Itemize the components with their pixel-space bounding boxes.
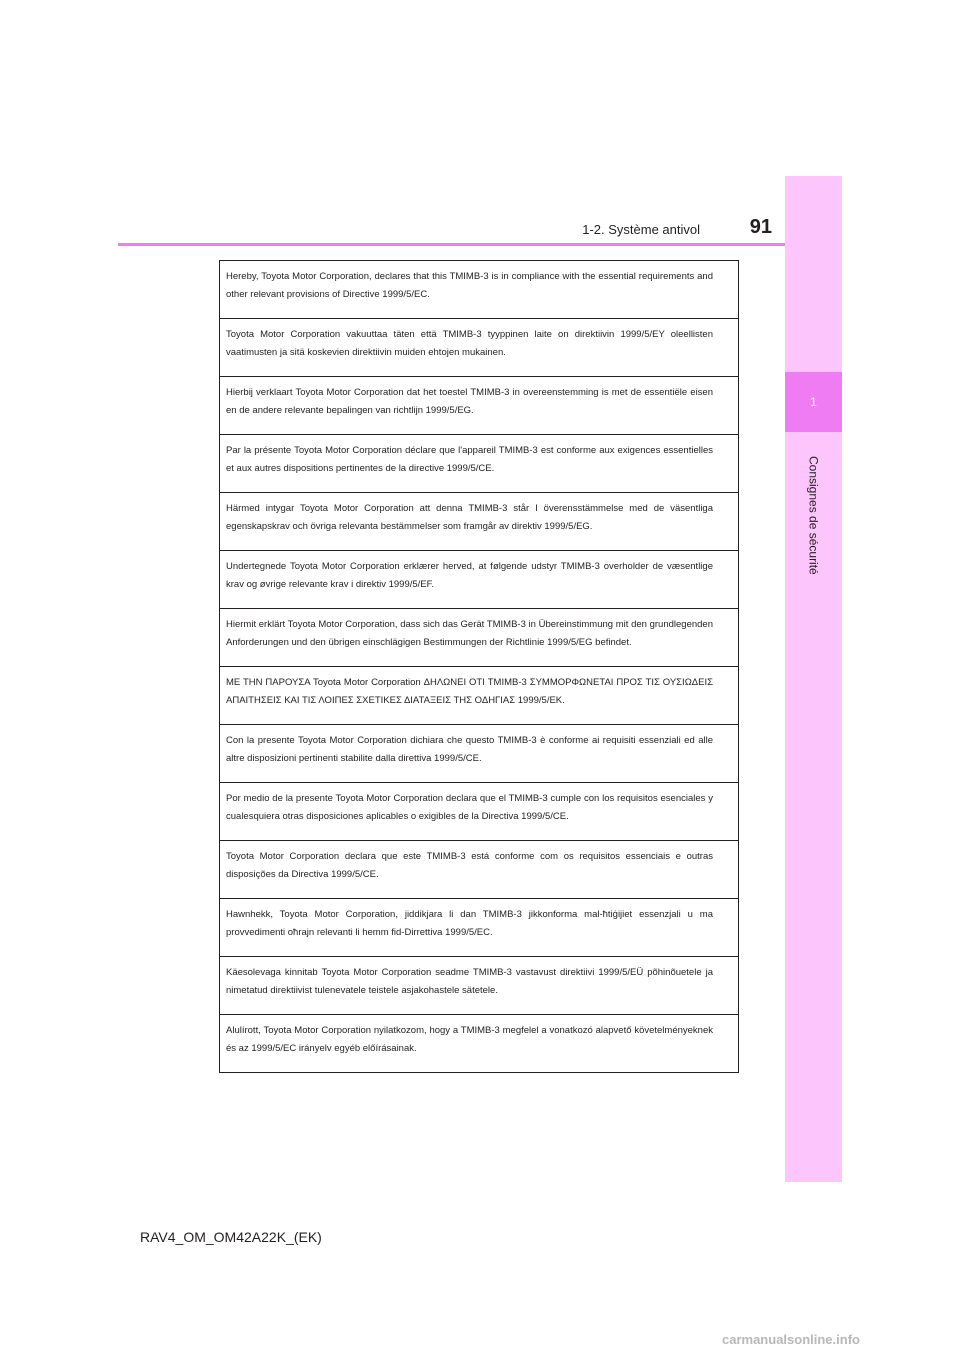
statement-swedish: Härmed intygar Toyota Motor Corporation att denna TMIMB-3 står I överensstämmelse med de väsentliga egenskapskrav och övriga relevanta bestämmelser som framgår av direktiv 1999/5/EG.: [220, 493, 738, 551]
chapter-title-text: Consignes de sécurité: [806, 455, 821, 575]
compliance-statements-table: [219, 260, 739, 1073]
chapter-title: [785, 440, 842, 590]
watermark: carmanualsonline.info: [722, 1332, 860, 1347]
document-code: RAV4_OM_OM42A22K_(EK): [140, 1229, 322, 1245]
page-number: 91: [749, 216, 772, 238]
statement-hungarian: Alulírott, Toyota Motor Corporation nyilatkozom, hogy a TMIMB-3 megfelel a vonatkozó alapvető követelményeknek és az 1999/5/EC irányelv egyéb előírásainak.: [226, 1025, 713, 1054]
statement-greek: ΜΕ ΤΗΝ ΠΑΡΟΥΣΑ Toyota Motor Corporation ΔΗΛΩΝΕΙ ΟΤΙ TMIMB-3 ΣΥΜΜΟΡΦΩΝΕΤΑΙ ΠΡΟΣ ΤΙΣ ΟΥΣΙΩΔΕΙΣ ΑΠΑΙΤΗΣΕΙΣ ΚΑΙ ΤΙΣ ΛΟΙΠΕΣ ΣΧΕΤΙΚΕΣ ΔΙΑΤΑΞΕΙΣ ΤΗΣ ΟΔΗΓΙΑΣ 1999/5/ΕΚ.: [220, 667, 738, 725]
statement-english: Hereby, Toyota Motor Corporation, declares that this TMIMB-3 is in compliance with the essential requirements and other relevant provisions of Directive 1999/5/EC.: [220, 261, 738, 319]
statement-portuguese: Toyota Motor Corporation declara que este TMIMB-3 está conforme com os requisitos essenciais e outras disposições da Directiva 1999/5/CE.: [220, 841, 738, 899]
statement-dutch: Hierbij verklaart Toyota Motor Corporation dat het toestel TMIMB-3 in overeenstemming is met de essentiële eisen en de andere relevante bepalingen van richtlijn 1999/5/EG.: [220, 377, 738, 435]
statement-danish: Undertegnede Toyota Motor Corporation erklærer herved, at følgende udstyr TMIMB-3 overholder de væsentlige krav og øvrige relevante krav i direktiv 1999/5/EF.: [220, 551, 738, 609]
statement-french: Par la présente Toyota Motor Corporation déclare que l'appareil TMIMB-3 est conforme aux exigences essentielles et aux autres dispositions pertinentes de la directive 1999/5/CE.: [220, 435, 738, 493]
statement-finnish: Toyota Motor Corporation vakuuttaa täten että TMIMB-3 tyyppinen laite on direktiivin 1999/5/EY oleellisten vaatimusten ja sitä koskevien direktiivin muiden ehtojen mukainen.: [220, 319, 738, 377]
statement-spanish: Por medio de la presente Toyota Motor Corporation declara que el TMIMB-3 cumple con los requisitos esenciales y cualesquiera otras disposiciones aplicables o exigibles de la Directiva 1999/5/CE.: [220, 783, 738, 841]
statement-maltese: Hawnhekk, Toyota Motor Corporation, jiddikjara li dan TMIMB-3 jikkonforma mal-ħtiġijiet essenzjali u ma provvedimenti oħrajn relevanti li hemm fid-Dirrettiva 1999/5/EC.: [220, 899, 738, 957]
chapter-side-tab: [785, 176, 842, 1182]
section-title: 1-2. Système antivol: [582, 222, 700, 237]
statement-italian: Con la presente Toyota Motor Corporation dichiara che questo TMIMB-3 è conforme ai requisiti essenziali ed alle altre disposizioni pertinenti stabilite dalla direttiva 1999/5/CE.: [220, 725, 738, 783]
chapter-number: 1: [785, 372, 842, 432]
header-rule: [118, 243, 785, 246]
statement-german: Hiermit erklärt Toyota Motor Corporation, dass sich das Gerät TMIMB-3 in Übereinstimmung mit den grundlegenden Anforderungen und den übrigen einschlägigen Bestimmungen der Richtlinie 1999/5/EG befindet.: [220, 609, 738, 667]
statement-estonian: Käesolevaga kinnitab Toyota Motor Corporation seadme TMIMB-3 vastavust direktiivi 1999/5/EÜ põhinõuetele ja nimetatud direktiivist tulenevatele teistele asjakohastele sätetele.: [220, 957, 738, 1015]
